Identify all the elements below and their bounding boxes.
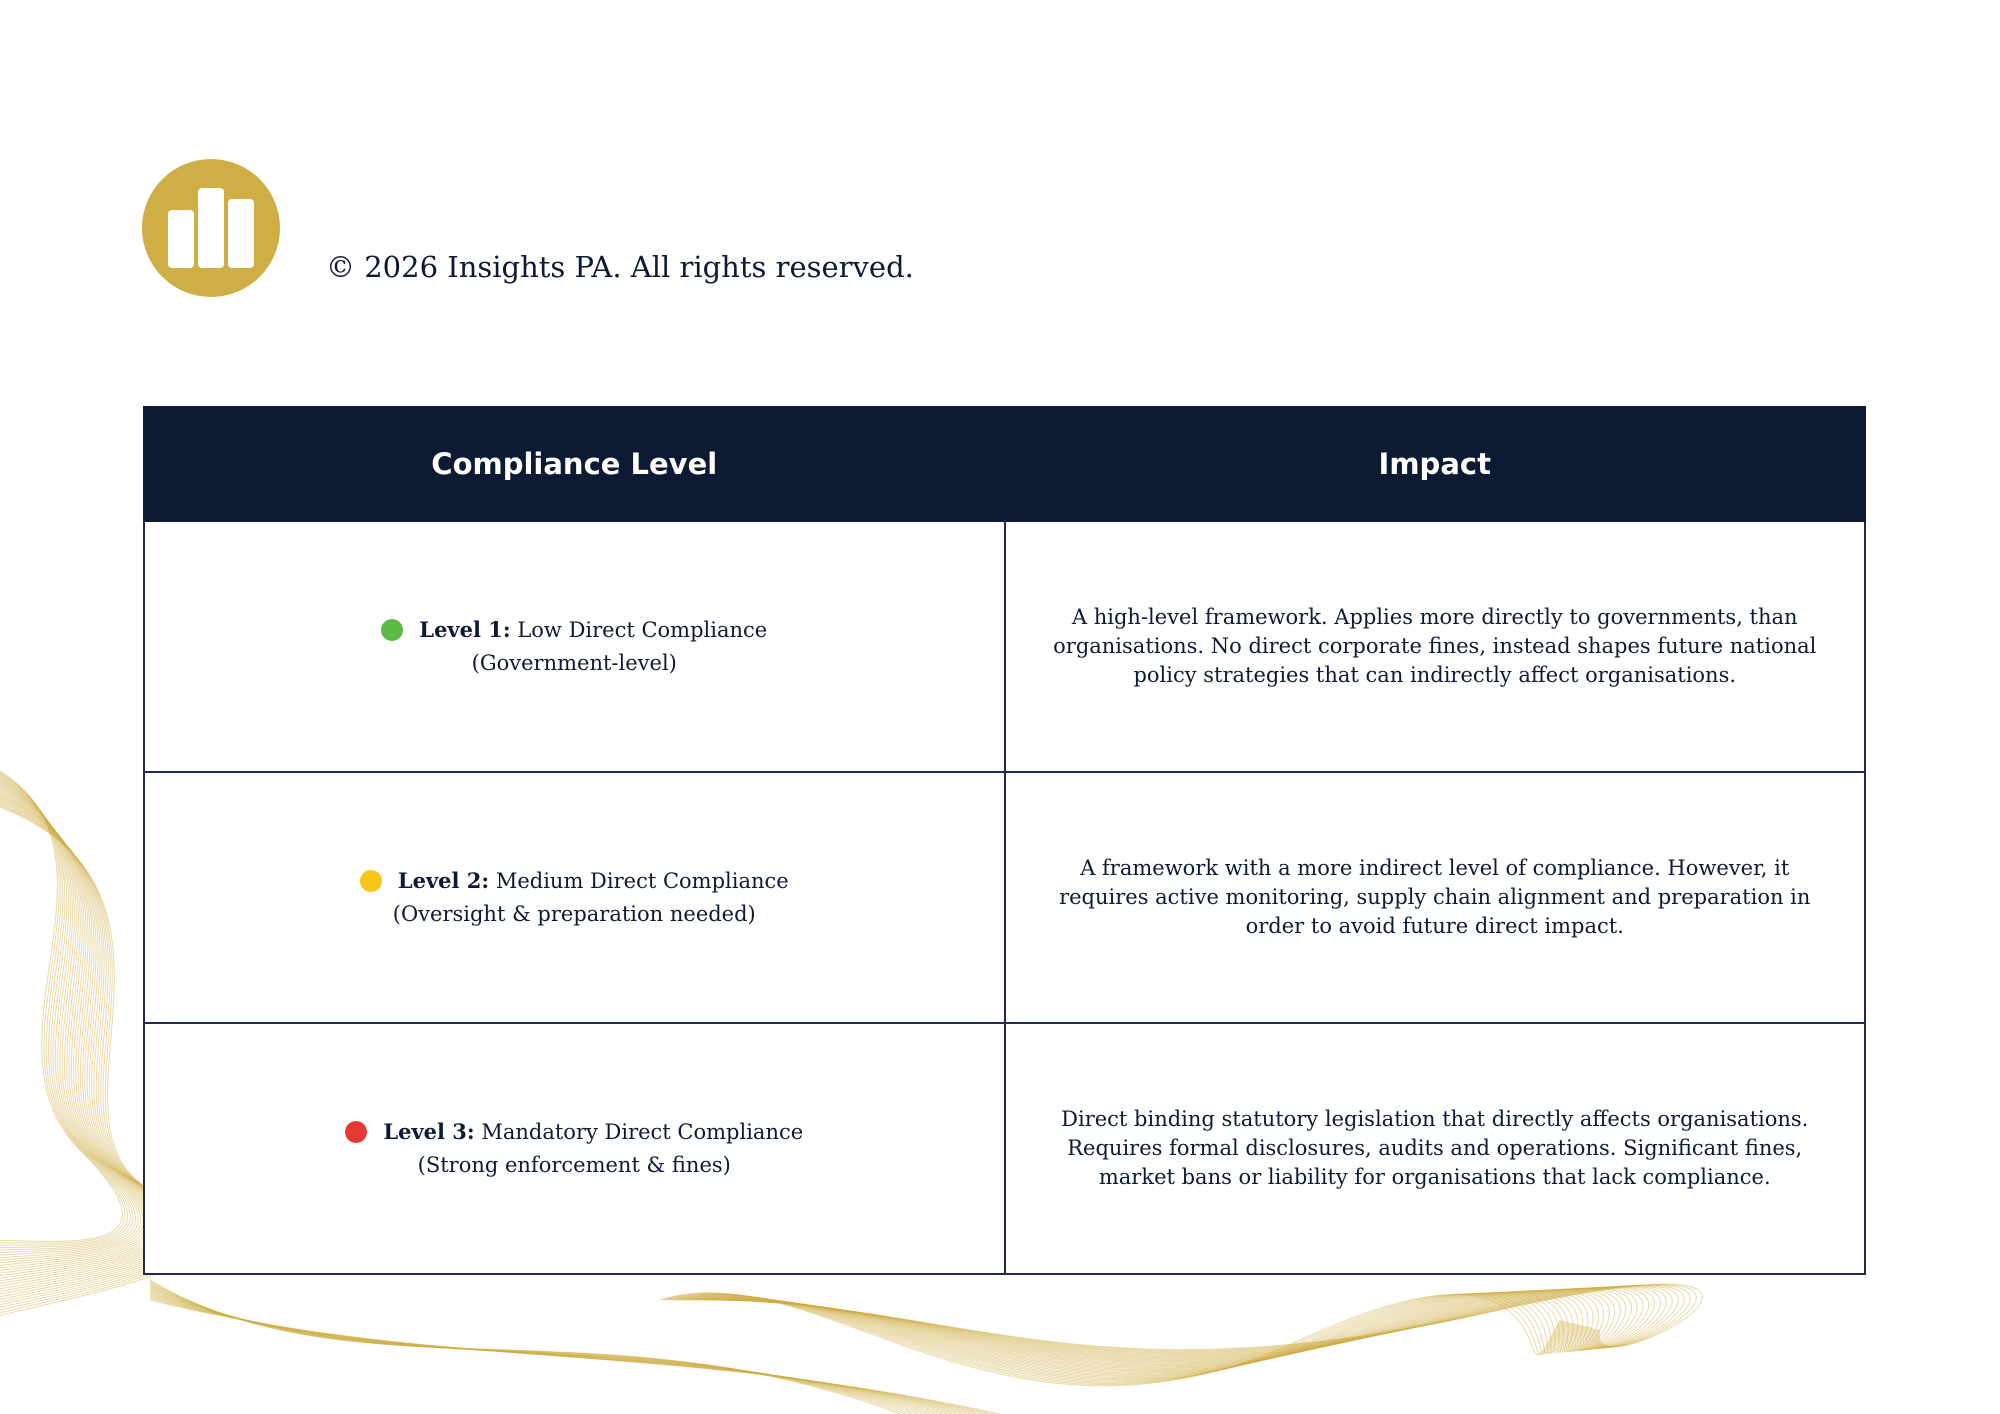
level-description: Low Direct Compliance bbox=[517, 618, 768, 642]
impact-cell: A framework with a more indirect level of compliance. However, it requires active monitoring, supply chain alignment and preparation in order to avoid future direct impact. bbox=[1005, 772, 1866, 1023]
level-name: Level 3: bbox=[383, 1119, 475, 1144]
level-note: (Strong enforcement & fines) bbox=[417, 1153, 731, 1177]
green-circle-icon bbox=[381, 619, 403, 641]
impact-cell: Direct binding statutory legislation that directly affects organisations. Requires formal disclosures, audits and operations. Significant fines, market bans or liability for organisations that lack compliance. bbox=[1005, 1023, 1866, 1274]
level-note: (Oversight & preparation needed) bbox=[392, 902, 756, 926]
compliance-level-cell bbox=[144, 772, 1005, 1023]
copyright-notice: © 2026 Insights PA. All rights reserved. bbox=[326, 250, 914, 284]
table-row bbox=[144, 772, 1865, 1023]
table-header-row bbox=[144, 407, 1865, 521]
compliance-level-cell bbox=[144, 521, 1005, 772]
column-header-compliance-level: Compliance Level bbox=[144, 407, 1005, 521]
table-row bbox=[144, 521, 1865, 772]
level-description: Medium Direct Compliance bbox=[495, 869, 789, 893]
red-circle-icon bbox=[345, 1121, 367, 1143]
bar-chart-icon bbox=[142, 159, 280, 297]
column-header-impact: Impact bbox=[1005, 407, 1866, 521]
level-note: (Government-level) bbox=[471, 651, 677, 675]
impact-cell: A high-level framework. Applies more directly to governments, than organisations. No direct corporate fines, instead shapes future national policy strategies that can indirectly affect organisations. bbox=[1005, 521, 1866, 772]
level-description: Mandatory Direct Compliance bbox=[481, 1120, 804, 1144]
level-name: Level 2: bbox=[397, 868, 490, 893]
company-logo bbox=[142, 159, 280, 297]
compliance-table bbox=[143, 406, 1866, 1275]
table-row bbox=[144, 1023, 1865, 1274]
compliance-level-cell bbox=[144, 1023, 1005, 1274]
yellow-circle-icon bbox=[360, 870, 382, 892]
level-name: Level 1: bbox=[419, 617, 511, 642]
